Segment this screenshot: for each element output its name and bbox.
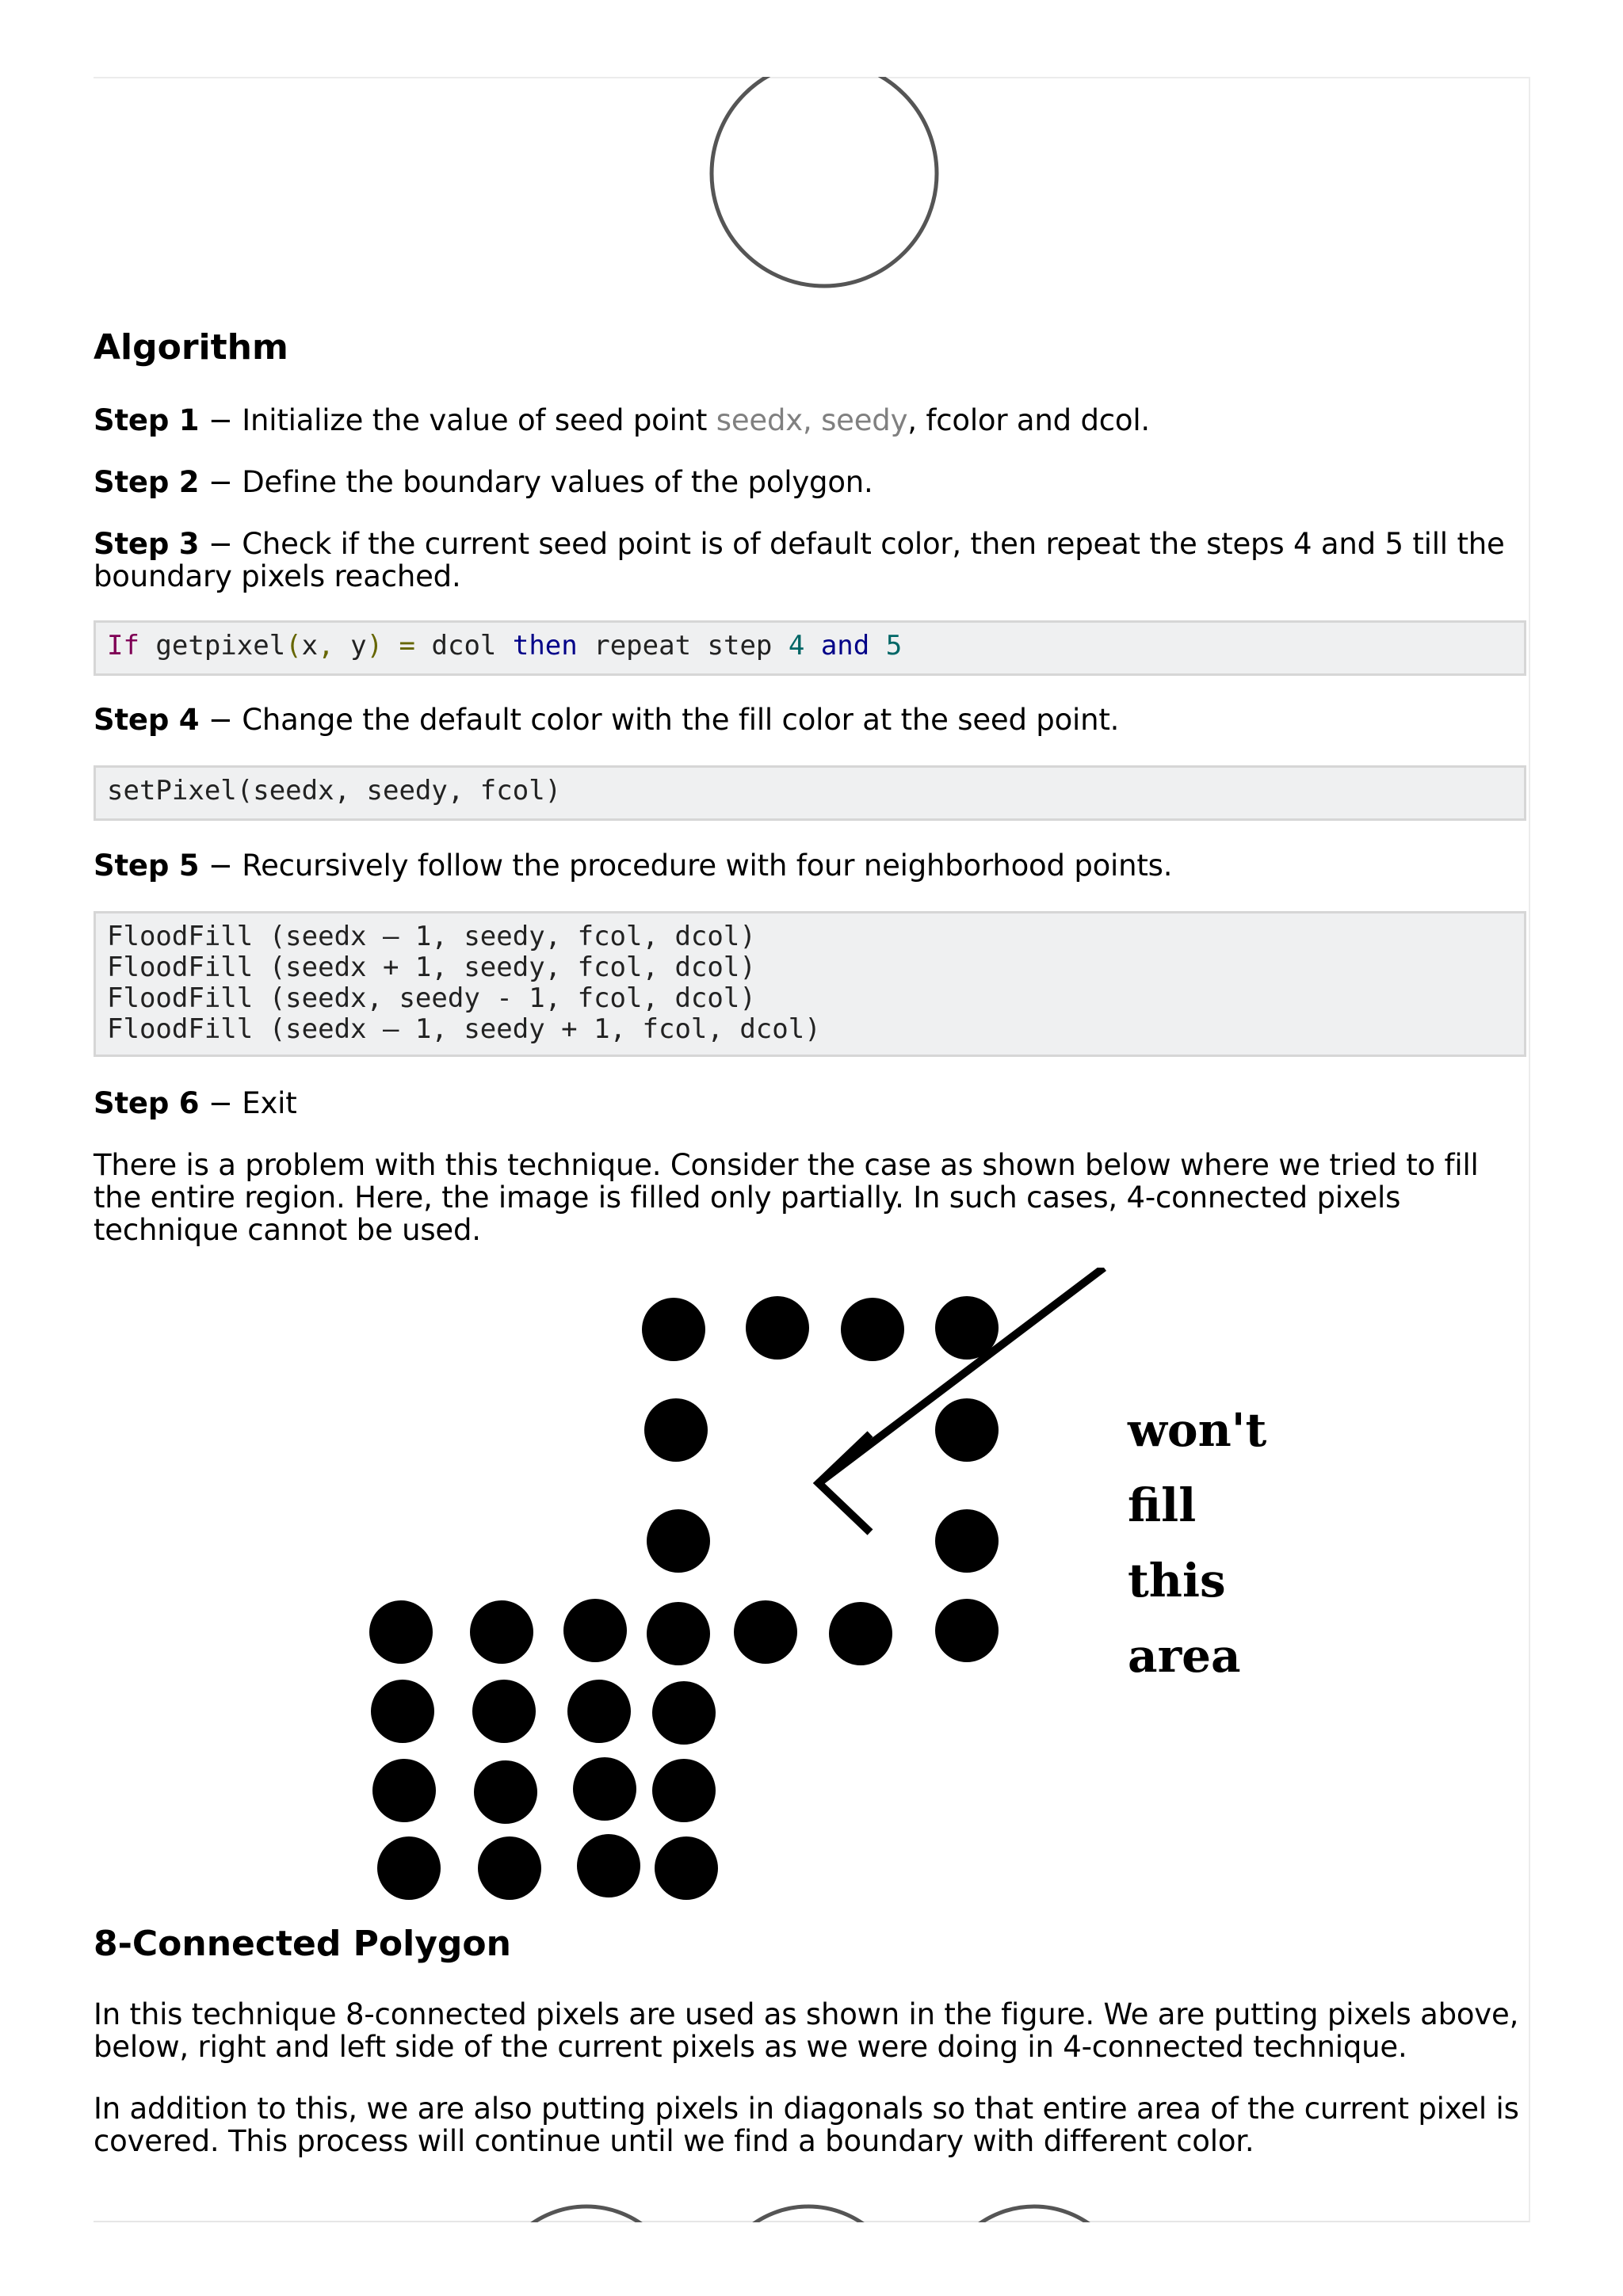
pixel-dot <box>563 1599 627 1662</box>
pixel-dot <box>647 1602 710 1665</box>
code-floodfill-line-1: FloodFill (seedx – 1, seedy, fcol, dcol) <box>107 921 756 952</box>
step-4-text: − Change the default color with the fill color at the seed point. <box>199 703 1120 737</box>
connected-8-paragraph-2: In addition to this, we are also putting pixels in diagonals so that entire area of the current pixel is covered. This process will continue until we find a boundary with different color. <box>94 2092 1519 2158</box>
circle-figure-top <box>460 77 1165 307</box>
pixel-dot <box>470 1600 533 1664</box>
step-6-text: − Exit <box>199 1086 297 1120</box>
code-then: then <box>512 630 578 662</box>
step-1-dash: − <box>199 403 242 437</box>
step-3-text: − Check if the current seed point is of default color, then repeat the steps 4 and 5 till the boundary pixels reached. <box>94 527 1505 593</box>
pixel-dot <box>829 1602 892 1665</box>
pixel-dot <box>577 1834 640 1897</box>
step-4-label: Step 4 <box>94 703 200 737</box>
connected-8-paragraph-1: In this technique 8-connected pixels are used as shown in the figure. We are putting pixels above, below, right and left side of the current pixels as we were doing in 4-connected technique. <box>94 1997 1519 2064</box>
pixel-dot <box>567 1680 631 1743</box>
pixel-dot <box>935 1398 999 1462</box>
code-floodfill-line-2: FloodFill (seedx + 1, seedy, fcol, dcol) <box>107 952 756 983</box>
pixel-dot <box>652 1759 716 1822</box>
code-floodfill-line-3: FloodFill (seedx, seedy - 1, fcol, dcol) <box>107 982 756 1014</box>
pixel-dot <box>935 1599 999 1662</box>
figure-label-line-4: area <box>1128 1629 1241 1683</box>
step-3-label: Step 3 <box>94 527 200 561</box>
circle-outline <box>939 2206 1129 2222</box>
step-5-text: − Recursively follow the procedure with four neighborhood points. <box>199 849 1173 883</box>
step-1-seed-vars: seedx, seedy <box>716 403 908 437</box>
code-block-3 <box>94 911 1526 1057</box>
pixel-dot <box>371 1680 434 1743</box>
pixel-dot <box>644 1398 708 1462</box>
code-comma: , <box>318 630 334 662</box>
dot-grid-figure <box>363 1268 1290 1913</box>
step-2-text: − Define the boundary values of the polygon. <box>199 465 873 499</box>
step-2 <box>94 466 1528 498</box>
pixel-dot <box>647 1509 710 1573</box>
circle-outline <box>712 77 937 286</box>
pixel-dot <box>841 1298 904 1361</box>
step-5 <box>94 849 1528 882</box>
code-block-2 <box>94 765 1526 821</box>
circle-outline <box>713 2206 903 2222</box>
code-and: and <box>804 630 886 662</box>
code-y: y <box>334 630 367 662</box>
code-getpixel: getpixel <box>139 630 286 662</box>
step-4 <box>94 704 1528 736</box>
code-num-5: 5 <box>885 630 903 662</box>
code-paren-close: ) <box>366 630 384 662</box>
figure-label-line-1: won't <box>1128 1403 1267 1457</box>
step-6 <box>94 1087 1528 1119</box>
pixel-dot <box>372 1759 436 1822</box>
circles-figure-bottom <box>468 2183 1157 2222</box>
connected-8-heading: 8-Connected Polygon <box>94 1924 511 1964</box>
code-num-4: 4 <box>788 630 805 662</box>
pixel-dot <box>474 1760 537 1824</box>
step-1-text-b: , fcolor and dcol. <box>907 403 1150 437</box>
algorithm-heading: Algorithm <box>94 327 288 368</box>
step-1 <box>94 404 1528 437</box>
code-setpixel: setPixel(seedx, seedy, fcol) <box>107 775 562 807</box>
code-if: If <box>107 630 139 662</box>
pixel-dot <box>377 1836 441 1900</box>
pixel-dot <box>478 1836 541 1900</box>
pixel-dot <box>642 1298 705 1361</box>
step-1-label: Step 1 <box>94 403 200 437</box>
pixel-dot <box>472 1680 536 1743</box>
pixel-dot <box>734 1600 797 1664</box>
code-paren-open: ( <box>285 630 302 662</box>
figure-label-line-2: fill <box>1128 1478 1197 1532</box>
pixel-dot <box>935 1509 999 1573</box>
step-2-label: Step 2 <box>94 465 200 499</box>
code-floodfill-line-4: FloodFill (seedx – 1, seedy + 1, fcol, dcol) <box>107 1013 821 1045</box>
step-5-label: Step 5 <box>94 849 200 883</box>
pixel-dot <box>655 1836 718 1900</box>
step-3 <box>94 528 1528 593</box>
pixel-dot <box>573 1757 636 1821</box>
problem-paragraph: There is a problem with this technique. Consider the case as shown below where we tried to fill the entire region. Here, the image is filled only partially. In such cases, 4-connected pixels technique cannot be used. <box>94 1148 1479 1247</box>
code-x: x <box>301 630 319 662</box>
code-repeat: repeat step <box>577 630 789 662</box>
pixel-dot <box>652 1681 716 1745</box>
code-equals: = <box>383 630 432 662</box>
code-dcol: dcol <box>431 630 513 662</box>
step-1-text-a: Initialize the value of seed point <box>242 403 716 437</box>
pixel-dot <box>369 1600 433 1664</box>
pixel-dot <box>746 1296 809 1360</box>
figure-label-line-3: this <box>1128 1554 1226 1608</box>
code-block-1 <box>94 620 1526 676</box>
circle-outline <box>491 2206 682 2222</box>
step-6-label: Step 6 <box>94 1086 200 1120</box>
pixel-dots <box>369 1296 999 1900</box>
